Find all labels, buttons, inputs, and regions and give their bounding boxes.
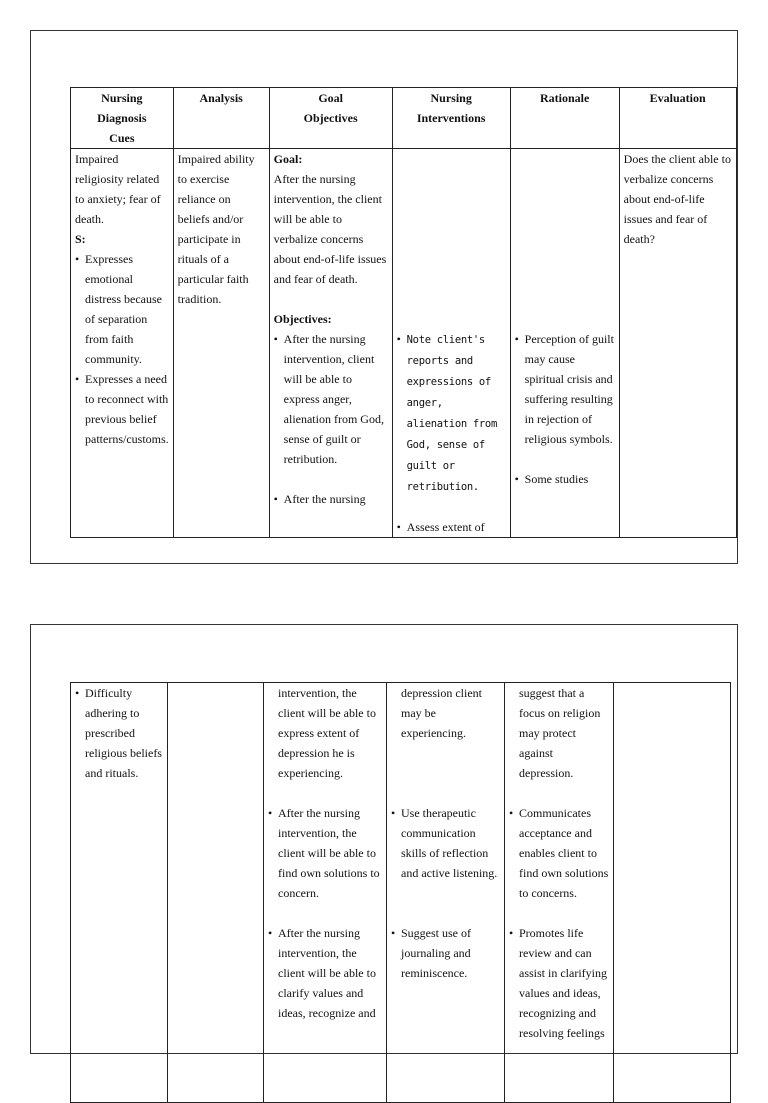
list-item: • Communicates acceptance and enables client to find own solutions to concerns. — [509, 803, 609, 903]
evaluation-cell — [614, 683, 731, 1103]
nursing-care-plan-table — [70, 87, 737, 538]
rationale-cell — [510, 149, 619, 538]
diagnosis-text: Impaired religiosity related to anxiety; fear of death. — [75, 152, 161, 226]
table-row — [71, 683, 731, 1103]
list-item: • Expresses a need to reconnect with previous belief patterns/customs. — [75, 369, 169, 449]
list-item: • Some studies — [515, 469, 615, 489]
list-item: • Promotes life review and can assist in clarifying values and ideas, recognizing and resolving feelings — [509, 923, 609, 1043]
interventions-cell — [392, 149, 510, 538]
header-diagnosis: Nursing Diagnosis Cues — [71, 88, 174, 149]
goal-label: Goal: — [273, 152, 303, 166]
analysis-cell — [173, 149, 269, 538]
list-item: • Assess extent of — [397, 517, 506, 537]
list-item: • After the nursing intervention, client will be able to express anger, alienation from God, sense of guilt or retribution. — [274, 329, 388, 469]
list-item: • Perception of guilt may cause spiritual crisis and suffering resulting in rejection of religious symbols. — [515, 329, 615, 449]
nursing-care-plan-table-continued — [70, 682, 731, 1103]
goal-cell — [269, 149, 392, 538]
rationale-continued-text: suggest that a focus on religion may protect against depression. — [519, 686, 601, 780]
list-item: • After the nursing — [274, 489, 388, 509]
table-header-row — [71, 88, 737, 149]
document-page-2 — [30, 624, 738, 1054]
evaluation-cell — [619, 149, 736, 538]
header-rationale: Rationale — [510, 88, 619, 149]
document-page-1 — [30, 30, 738, 564]
goal-cell — [264, 683, 387, 1103]
interventions-cell — [387, 683, 505, 1103]
diagnosis-cell — [71, 149, 174, 538]
list-item: • Suggest use of journaling and reminiscence. — [391, 923, 500, 983]
rationale-cell — [505, 683, 614, 1103]
list-item: • Expresses emotional distress because of separation from faith community. — [75, 249, 169, 369]
list-item: • Difficulty adhering to prescribed religious beliefs and rituals. — [75, 683, 163, 783]
intervention-continued-text: depression client may be experiencing. — [401, 686, 482, 740]
list-item: • After the nursing intervention, the client will be able to clarify values and ideas, recognize and — [268, 923, 382, 1023]
analysis-cell — [168, 683, 264, 1103]
evaluation-text: Does the client able to verbalize concerns about end-of-life issues and fear of death? — [623, 152, 731, 246]
table-row — [71, 149, 737, 538]
list-item: • Use therapeutic communication skills of reflection and active listening. — [391, 803, 500, 883]
goal-continued-text: intervention, the client will be able to express extent of depression he is experiencing. — [278, 686, 376, 780]
subjective-label: S: — [75, 232, 86, 246]
header-evaluation: Evaluation — [619, 88, 736, 149]
list-item: • After the nursing intervention, the client will be able to find own solutions to concern. — [268, 803, 382, 903]
diagnosis-cell — [71, 683, 168, 1103]
header-interventions: Nursing Interventions — [392, 88, 510, 149]
objectives-label: Objectives: — [273, 312, 332, 326]
header-goal: Goal Objectives — [269, 88, 392, 149]
list-item: • Note client's reports and expressions of anger, alienation from God, sense of guilt or retribution. — [397, 329, 506, 497]
header-analysis: Analysis — [173, 88, 269, 149]
goal-text: After the nursing intervention, the client will be able to verbalize concerns about end-of-life issues and fear of death. — [273, 172, 387, 286]
analysis-text: Impaired ability to exercise reliance on beliefs and/or participate in rituals of a particular faith tradition. — [177, 152, 255, 306]
